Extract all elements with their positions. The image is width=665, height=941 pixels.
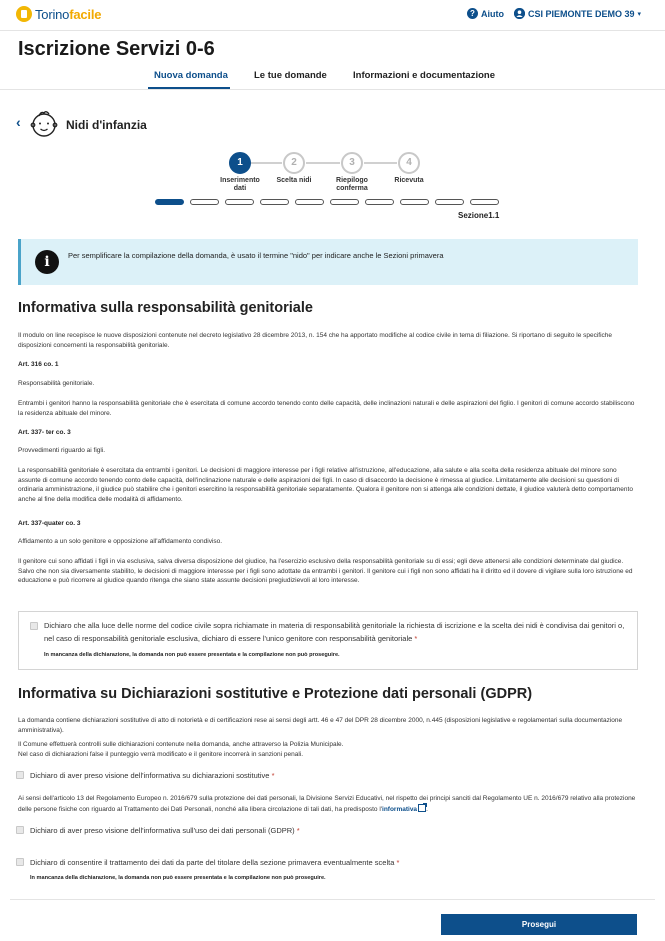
informativa-link[interactable]: informativa [382,805,418,813]
help-icon: ? [467,8,478,19]
step-number: 4 [398,152,420,174]
tab-nuova-domanda[interactable]: Nuova domanda [154,70,228,81]
declaration-box [18,611,638,670]
art3-text: Il genitore cui sono affidati i figli in via esclusiva, salva diversa disposizione del giudice, ha l'esercizio esclusivo della responsabilità genitoriale su di essi; egli deve attenersi alle condizioni determinate dal giudice. Salvo che non sia diversamente stabilito, le decisioni di maggiore interesse per i figli sono adottate da entrambi i genitori. Il genitore cui i figli non sono affidati ha il diritto ed il dovere di vigilare sulla loro istruzione ed educazione e può ricorrere al giudice quando ritenga che siano state assunte decisioni pregiudizievoli al loro interesse. [18,558,633,585]
footer-divider [10,899,655,900]
step-label: Inserimento dati [220,177,260,192]
check-dichiarazioni-label: Dichiaro di aver preso visione dell'informativa su dichiarazioni sostitutive * [30,771,275,780]
section-title: Nidi d'infanzia [66,118,147,132]
progress-segment [470,199,499,205]
help-label: Aiuto [480,8,504,19]
art2-sub: Provvedimenti riguardo ai figli. [18,447,106,454]
chevron-down-icon: ▾ [637,10,641,18]
baby-icon [30,108,58,138]
info-icon: i [35,250,59,274]
step-ricevuta [374,152,444,185]
art1-title: Art. 316 co. 1 [18,361,59,368]
step-number: 1 [229,152,251,174]
user-icon [514,8,525,19]
info-text: Per semplificare la compilazione della domanda, è usato il termine "nido" per indicare anche le Sezioni primavera [68,251,444,260]
privacy-text: Ai sensi dell'articolo 13 del Regolamento Europeo n. 2016/679 sulla protezione dei dati personali, la Divisione Servizi Educativi, nel rispetto dei principi sanciti dal Regolamento UE n. 2016/679 relativo alla protezione delle persone fisiche con riguardo al Trattamento dei Dati Personali, nonché alla libera circolazione di tali dati, ha predisposto l'informativa . [18,795,636,813]
check-consenso-label: Dichiaro di consentire il trattamento dei dati da parte del titolare della sezione primavera eventualmente scelta * [30,858,400,867]
top-right-menu [467,8,641,19]
check-gdpr[interactable] [16,826,24,834]
main-tabs [0,70,665,90]
logo-text: Torinofacile [35,6,102,22]
torinofacile-logo[interactable] [16,6,101,22]
check-gdpr-label: Dichiaro di aver preso visione dell'informativa sull'uso dei dati personali (GDPR) * [30,826,300,835]
progress-segment [260,199,289,205]
art3-sub: Affidamento a un solo genitore e opposizione all'affidamento condiviso. [18,538,223,545]
step-label: Ricevuta [394,177,424,184]
resp-title: Informativa sulla responsabilità genitoriale [18,300,313,316]
art1-sub: Responsabilità genitoriale. [18,380,95,387]
help-link[interactable] [467,8,504,19]
gdpr-warning: In mancanza della dichiarazione, la domanda non può essere presentata e la compilazione non può proseguire. [30,875,326,881]
step-number: 3 [341,152,363,174]
user-menu[interactable] [514,8,641,19]
tab-le-tue-domande[interactable]: Le tue domande [254,70,327,81]
prosegui-button[interactable]: Prosegui [441,914,637,935]
resp-intro: Il modulo on line recepisce le nuove disposizioni contenute nel decreto legislativo 28 dicembre 2013, n. 154 che ha apportato modifiche al codice civile in tema di filiazione. Si riportano di seguito le specifiche disposizioni concernenti la responsabilità genitoriale. [18,332,613,349]
check-consenso-trattamento[interactable] [16,858,24,866]
progress-segment [190,199,219,205]
progress-segment [365,199,394,205]
decl-warning: In mancanza della dichiarazione, la domanda non può essere presentata e la compilazione non può proseguire. [44,652,340,658]
progress-segment [155,199,184,205]
section-label: Sezione1.1 [458,211,500,220]
decl-checkbox[interactable] [30,622,38,630]
art3-title: Art. 337-quater co. 3 [18,520,81,527]
external-link-icon [418,804,426,812]
info-banner [18,239,638,285]
progress-segment [330,199,359,205]
check-dichiarazioni-sostitutive[interactable] [16,771,24,779]
gdpr-intro-1: La domanda contiene dichiarazioni sostitutive di atto di notorietà e di certificazioni rese ai sensi degli artt. 46 e 47 del DPR 28 dicembre 2000, n.445 (disposizioni legislative e regolamentari sulla documentazione amministrativa). [18,717,623,734]
tab-informazioni-documentazione[interactable]: Informazioni e documentazione [353,70,495,81]
progress-segment [225,199,254,205]
user-label: CSI PIEMONTE DEMO 39 [527,8,635,19]
gdpr-intro-2: Il Comune effettuerà controlli sulle dichiarazioni contenute nella domanda, anche attraverso la Polizia Municipale. [18,741,344,748]
back-icon[interactable]: ‹ [16,114,21,130]
art2-text: La responsabilità genitoriale è esercitata da entrambi i genitori. Le decisioni di maggiore interesse per i figli relative all'istruzione, all'educazione, alla salute e alla scelta della residenza abituale del minore sono assunte di comune accordo tenendo conto delle capacità, dell'inclinazione naturale e delle aspirazioni dei figli. In caso di disaccordo la decisione è rimessa al giudice. Limitatamente alle decisioni su questioni di ordinaria amministrazione, il giudice può stabilire che i genitori esercitino la responsabilità genitoriale separatamente. Qualora il genitore non si attenga alle condizioni dettate, il giudice valuterà detto comportamento anche al fine della modifica delle modalità di affidamento. [18,467,633,503]
progress-segment [295,199,324,205]
progress-segment [400,199,429,205]
gdpr-intro-3: Nel caso di dichiarazioni false il punteggio verrà modificato e il genitore incorrerà in sanzioni penali. [18,751,304,758]
art1-text: Entrambi i genitori hanno la responsabilità genitoriale che è esercitata di comune accordo tenendo conto delle capacità, delle inclinazioni naturali e delle aspirazioni del figlio. I genitori di comune accordo stabiliscono la residenza abituale del minore. [18,400,635,417]
art2-title: Art. 337- ter co. 3 [18,429,71,436]
tabs-divider [0,89,665,90]
step-label: Riepilogo conferma [336,177,368,192]
top-bar [0,0,665,31]
gdpr-title: Informativa su Dichiarazioni sostitutive e Protezione dati personali (GDPR) [18,686,533,702]
step-label: Scelta nidi [276,177,312,184]
app-title: Iscrizione Servizi 0-6 [18,38,215,60]
progress-segment [435,199,464,205]
decl-label: Dichiaro che alla luce delle norme del codice civile sopra richiamate in materia di responsabilità genitoriale la richiesta di iscrizione e la scelta dei nidi è condivisa dai genitori o, nel caso di responsabilità genitoriale esclusiva, dichiaro di essere l'unico genitore con responsabilità genitoriale * [44,621,625,643]
logo-mark-icon [16,6,32,22]
step-number: 2 [283,152,305,174]
